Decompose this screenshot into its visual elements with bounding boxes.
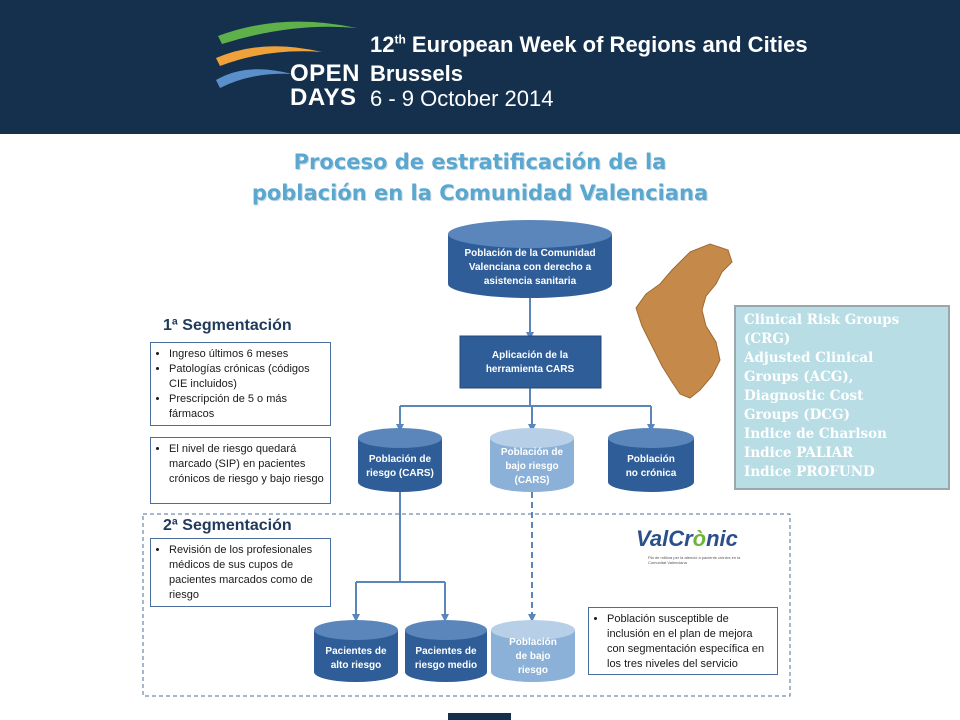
segmentation1-heading: 1ª Segmentación — [163, 317, 292, 334]
clinical-line: Clinical Risk Groups — [744, 312, 900, 328]
valcronic-logo — [636, 526, 738, 552]
title-line-1: Proceso de estratificación de la — [293, 150, 667, 174]
logo-days: DAYS — [290, 84, 357, 111]
valencia-map — [636, 244, 732, 398]
valcronic-name-accent: ò — [692, 526, 707, 551]
review-item: • Revisión de los profesionales médicos de sus cupos de pacientes marcados como de riesgo — [169, 543, 324, 603]
node-riesgo-medio — [405, 620, 487, 682]
node-bajo-line3: (CARS) — [514, 475, 550, 486]
node-riesgo-line1: Población de — [368, 454, 432, 465]
clinical-line: (CRG) — [744, 331, 791, 347]
valcronic-subtitle: Pla de millora per la atenció a pacients crònics en la Comunitat Valenciana — [648, 555, 741, 565]
node-riesgo-line2: riesgo (CARS) — [366, 468, 434, 479]
clinical-line: Groups (ACG), — [744, 369, 854, 385]
valcronic-name-start: ValCr — [636, 526, 693, 551]
clinical-line: Indice de Charlson — [744, 426, 887, 442]
node-medio-line1: Pacientes de — [415, 646, 477, 657]
node-alto-line1: Pacientes de — [325, 646, 387, 657]
segmentation2-heading: 2ª Segmentación — [163, 517, 292, 534]
node-bajofinal-line2: de bajo — [515, 651, 551, 662]
segmentation2-review-box — [150, 538, 331, 607]
node-nocronica-line2: no crónica — [625, 468, 677, 479]
node-poblacion-line1: Población de la Comunidad — [464, 248, 596, 259]
node-alto-riesgo — [314, 620, 398, 682]
event-number: 12 — [370, 32, 395, 57]
marking-item: • El nivel de riesgo quedará marcado (SIP) en pacientes crónicos de riesgo y bajo riesgo — [169, 442, 324, 487]
node-aplicacion-line2: herramienta CARS — [485, 364, 575, 375]
clinical-line: Groups (DCG) — [744, 407, 850, 423]
node-bajo-riesgo — [490, 428, 574, 492]
clinical-groups-box — [734, 305, 950, 490]
event-ordinal: th — [394, 32, 406, 47]
node-poblacion-line3: asistencia sanitaria — [483, 276, 577, 287]
criteria-item: • Prescripción de 5 o más fármacos — [169, 392, 324, 422]
node-riesgo — [358, 428, 442, 492]
event-city: Brussels — [370, 61, 463, 86]
node-poblacion-line2: Valenciana con derecho a — [468, 262, 592, 273]
segmentation1-marking-box — [150, 437, 331, 504]
node-alto-line2: alto riesgo — [330, 660, 382, 671]
title-line-2: población en la Comunidad Valenciana — [251, 181, 709, 205]
node-no-cronica — [608, 428, 694, 492]
node-nocronica-line1: Población — [627, 454, 675, 465]
criteria-item: • Patologías crónicas (códigos CIE incluidos) — [169, 362, 324, 392]
node-medio-line2: riesgo medio — [414, 660, 478, 671]
clinical-line: Diagnostic Cost — [744, 388, 864, 404]
segmentation1-criteria-box — [150, 342, 331, 426]
valcronic-name-end: nic — [706, 526, 738, 551]
footer-bar — [448, 713, 511, 720]
node-bajo-line2: bajo riesgo — [505, 461, 559, 472]
logo-open: OPEN — [290, 60, 361, 87]
node-bajo-line1: Población de — [500, 447, 564, 458]
clinical-line: Indice PROFUND — [744, 464, 875, 480]
inclusion-item: • Población susceptible de inclusión en el plan de mejora con segmentación específica en los tres niveles del servicio — [607, 612, 771, 672]
node-bajofinal-line1: Población — [509, 637, 557, 648]
segmentation2-inclusion-box — [588, 607, 778, 675]
event-dates: 6 - 9 October 2014 — [370, 86, 554, 111]
node-bajo-riesgo-final — [491, 620, 575, 682]
node-aplicacion — [460, 336, 601, 388]
event-name: European Week of Regions and Cities — [405, 32, 808, 57]
criteria-item: • Ingreso últimos 6 meses — [169, 347, 324, 362]
node-poblacion — [448, 220, 612, 298]
clinical-line: Indice PALIAR — [744, 445, 854, 461]
node-bajofinal-line3: riesgo — [517, 665, 549, 676]
clinical-line: Adjusted Clinical — [744, 350, 874, 366]
node-aplicacion-line1: Aplicación de la — [491, 350, 569, 361]
